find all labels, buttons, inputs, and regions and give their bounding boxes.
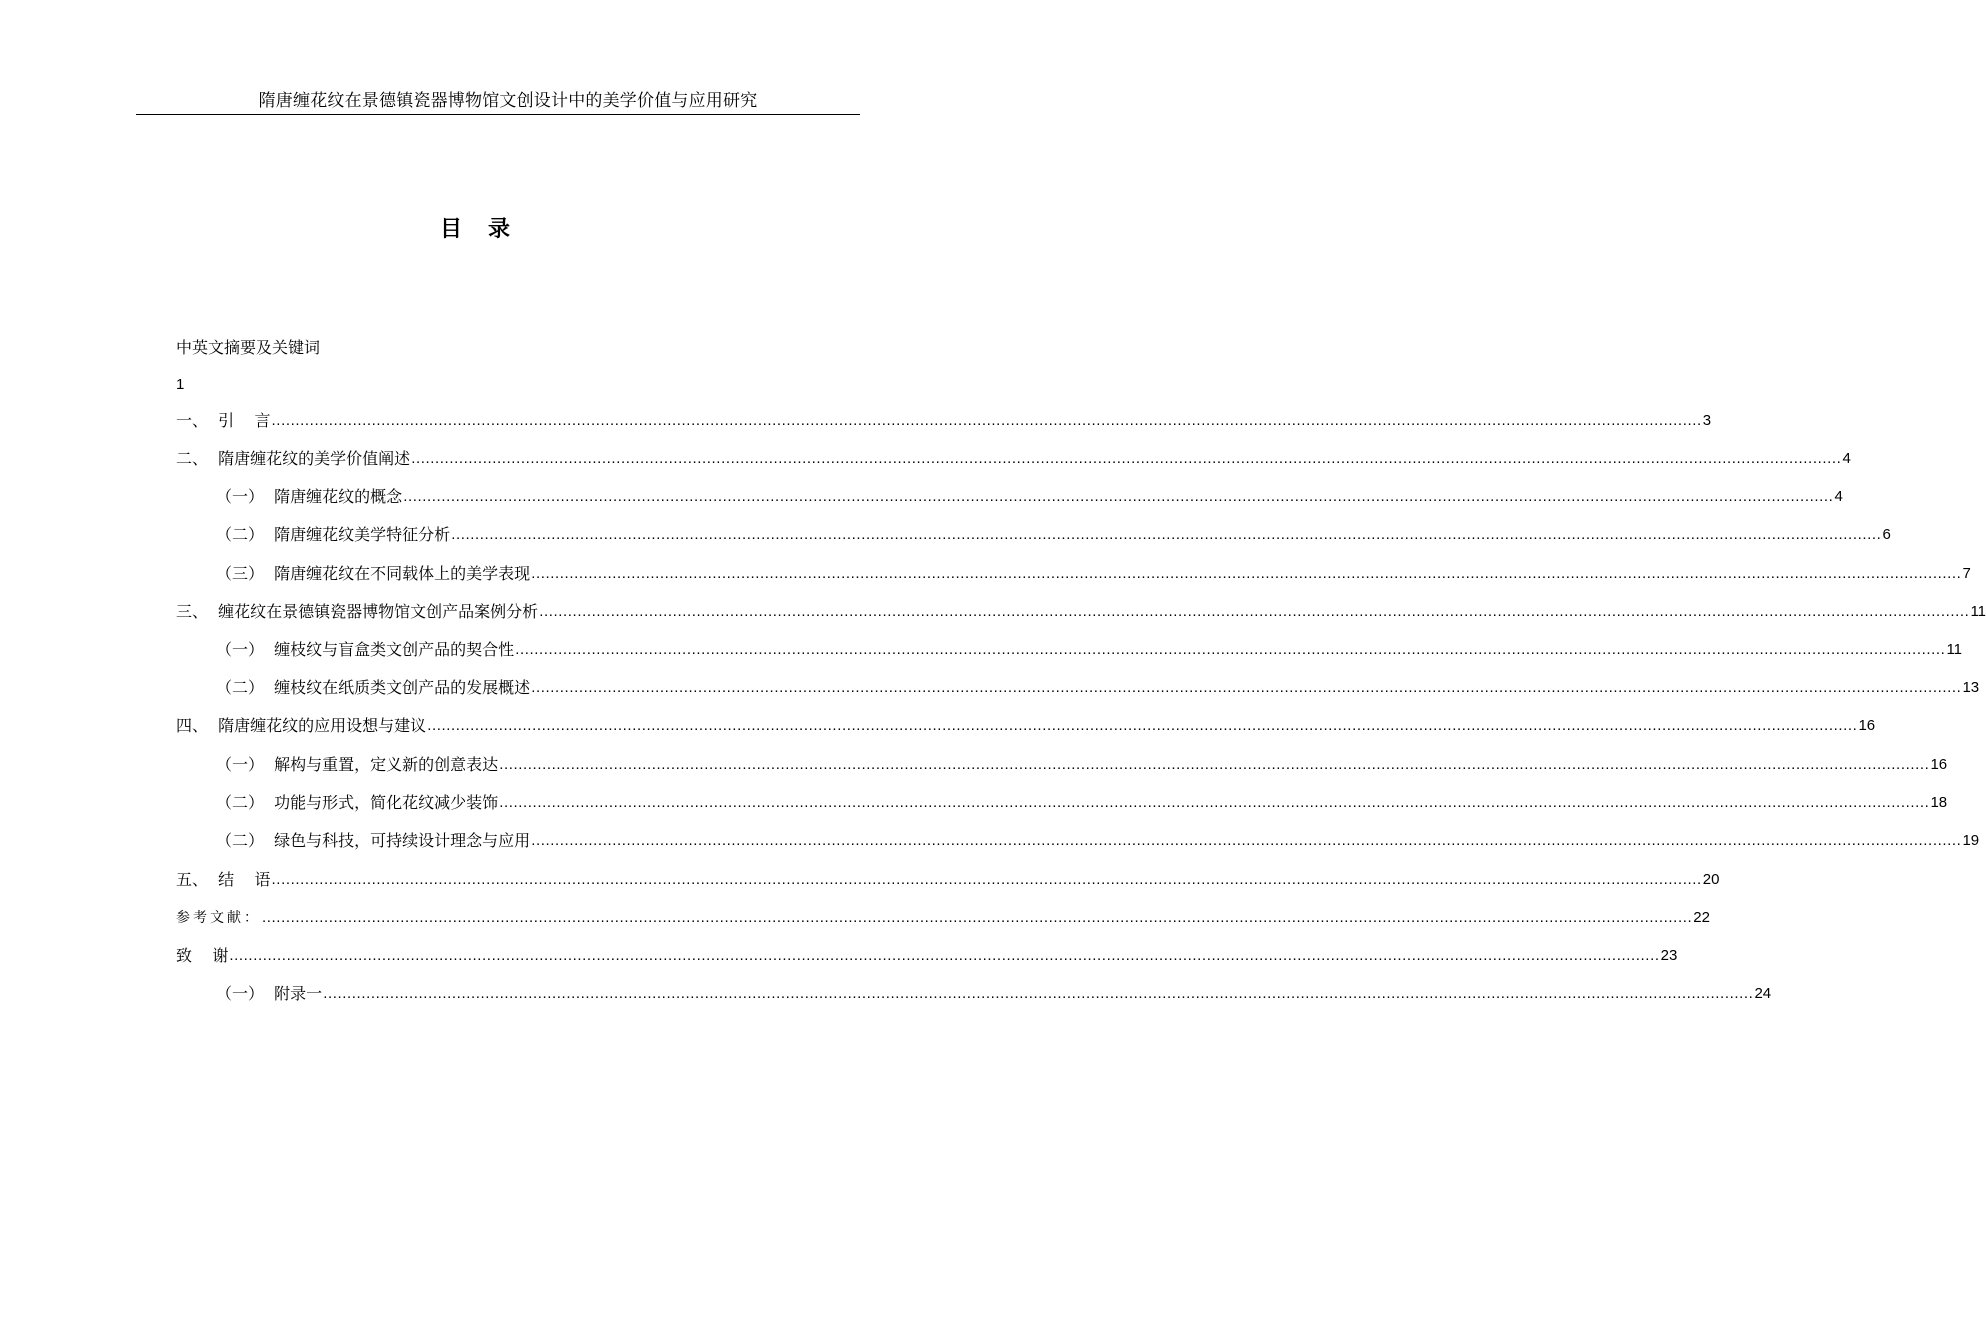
toc-entry-page: 19 xyxy=(1962,832,1980,849)
toc-entry-page: 7 xyxy=(1962,565,1971,582)
toc-entry[interactable] xyxy=(216,639,1963,661)
toc-leader-dots: ............................................................................................................................................................................................................................................................................................................ xyxy=(271,871,1702,888)
toc-leader-dots: ............................................................................................................................................................................................................................................................................................................ xyxy=(539,603,1970,620)
toc-entry-label: 一、 引 言 xyxy=(176,411,271,430)
toc-entry[interactable] xyxy=(176,907,1710,929)
toc-entry-page: 6 xyxy=(1882,526,1891,543)
toc-entry-label: 四、 隋唐缠花纹的应用设想与建议 xyxy=(176,716,427,735)
toc-entry[interactable] xyxy=(176,945,1678,967)
toc-entry-label: 二、 隋唐缠花纹的美学价值阐述 xyxy=(176,449,411,468)
toc-entry-label: （二） 缠枝纹在纸质类文创产品的发展概述 xyxy=(216,678,531,697)
toc-entry-label: 三、 缠花纹在景德镇瓷器博物馆文创产品案例分析 xyxy=(176,602,539,621)
toc-entry-label: （一） 缠枝纹与盲盒类文创产品的契合性 xyxy=(216,640,515,659)
toc-entry-page: 24 xyxy=(1754,985,1772,1002)
toc-leader-dots: ............................................................................................................................................................................................................................................................................................................ xyxy=(427,717,1858,734)
toc-entry-page: 22 xyxy=(1693,909,1710,926)
toc-entry-page: 11 xyxy=(1946,641,1963,658)
toc-entry[interactable] xyxy=(216,486,1843,508)
toc-leader-dots: ............................................................................................................................................................................................................................................................................................................ xyxy=(531,832,1962,849)
toc-leader-dots: ............................................................................................................................................................................................................................................................................................................ xyxy=(499,756,1930,773)
toc-entry-label: 参考文献： xyxy=(176,910,261,926)
toc-entry-label: 致 谢 xyxy=(176,946,229,965)
toc-entry-page: 16 xyxy=(1858,717,1876,734)
toc-entry-label: （一） 附录一 xyxy=(216,984,323,1003)
toc-entry-label: （一） 解构与重置，定义新的创意表达 xyxy=(216,755,499,774)
toc-title: 目录 xyxy=(439,216,536,242)
toc-entry-page: 23 xyxy=(1660,947,1678,964)
toc-entry-label: （二） 功能与形式，简化花纹减少装饰 xyxy=(216,793,499,812)
toc-leader-dots: ............................................................................................................................................................................................................................................................................................................ xyxy=(403,488,1834,505)
toc-entry-page: 18 xyxy=(1930,794,1948,811)
toc-entry[interactable] xyxy=(216,830,1980,852)
toc-leader-dots: ............................................................................................................................................................................................................................................................................................................ xyxy=(229,947,1660,964)
toc-entry[interactable] xyxy=(176,869,1720,891)
toc-leader-dots: ............................................................................................................................................................................................................................................................................................................ xyxy=(515,641,1946,658)
toc-entry[interactable] xyxy=(176,448,1851,470)
toc-entry[interactable] xyxy=(216,677,1980,699)
toc-entry[interactable] xyxy=(216,792,1948,814)
toc-entry-page: 13 xyxy=(1962,679,1980,696)
toc-leader-dots: ............................................................................................................................................................................................................................................................................................................ xyxy=(531,565,1962,582)
toc-entry[interactable] xyxy=(216,983,1772,1005)
toc-entry-page: 16 xyxy=(1930,756,1948,773)
toc-entry[interactable] xyxy=(176,601,1986,623)
toc-entry-label: （一） 隋唐缠花纹的概念 xyxy=(216,487,403,506)
toc-entry[interactable] xyxy=(216,524,1891,546)
toc-entry[interactable] xyxy=(176,715,1876,737)
toc-entry[interactable] xyxy=(216,563,1971,585)
running-header-title: 隋唐缠花纹在景德镇瓷器博物馆文创设计中的美学价值与应用研究 xyxy=(258,91,758,111)
toc-leader-dots: ............................................................................................................................................................................................................................................................................................................ xyxy=(411,450,1842,467)
toc-entry-page: 11 xyxy=(1970,603,1986,620)
toc-entry-page: 3 xyxy=(1702,412,1712,429)
toc-entry-page: 20 xyxy=(1702,871,1720,888)
toc-abstract-label[interactable]: 中英文摘要及关键词 xyxy=(176,338,321,357)
toc-leader-dots: ............................................................................................................................................................................................................................................................................................................ xyxy=(451,526,1882,543)
toc-entry-page: 4 xyxy=(1842,450,1851,467)
toc-leader-dots: ............................................................................................................................................................................................................................................................................................................ xyxy=(531,679,1962,696)
toc-entry-label: （三） 隋唐缠花纹在不同载体上的美学表现 xyxy=(216,564,531,583)
toc-entry-label: （二） 隋唐缠花纹美学特征分析 xyxy=(216,525,451,544)
toc-leader-dots: ............................................................................................................................................................................................................................................................................................................ xyxy=(499,794,1930,811)
toc-leader-dots: ............................................................................................................................................................................................................................................................................................................ xyxy=(323,985,1754,1002)
toc-leader-dots: ............................................................................................................................................................................................................................................................................................................ xyxy=(262,909,1693,926)
toc-entry-label: （二） 绿色与科技，可持续设计理念与应用 xyxy=(216,831,531,850)
toc-entry[interactable] xyxy=(216,754,1948,776)
toc-entry[interactable] xyxy=(176,410,1712,432)
toc-entry-label: 五、 结 语 xyxy=(176,870,271,889)
running-header xyxy=(136,88,860,115)
toc-abstract-page: 1 xyxy=(176,376,185,393)
toc-entry-page: 4 xyxy=(1834,488,1843,505)
toc-leader-dots: ............................................................................................................................................................................................................................................................................................................ xyxy=(271,412,1702,429)
